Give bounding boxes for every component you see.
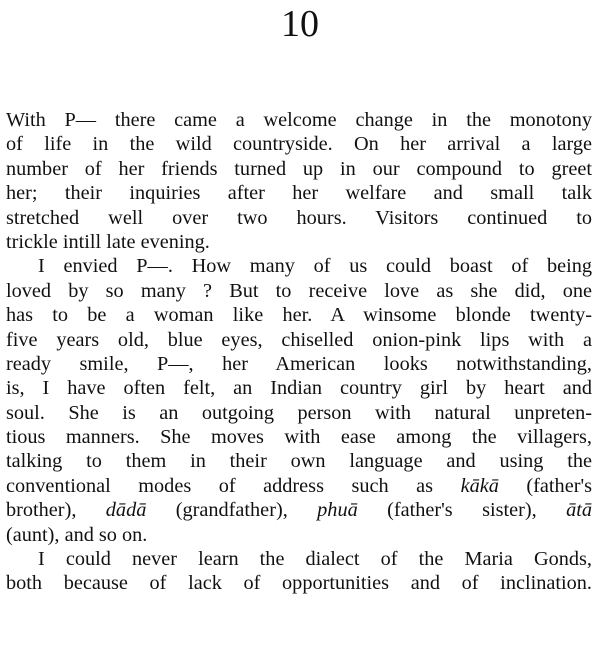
text-segment: conventional modes of address such as [6, 474, 461, 497]
text-line: is, I have often felt, an Indian country girl by heart and [6, 377, 592, 400]
text-line: With P— there came a welcome change in the monotony [6, 109, 592, 131]
text-line: tious manners. She moves with ease among the villagers, [6, 426, 592, 449]
italic-term: ātā [566, 499, 592, 522]
text-segment: brother), [6, 499, 106, 522]
text-segment: (grandfather), [146, 499, 318, 522]
text-line: soul. She is an outgoing person with natural unpreten- [6, 401, 592, 424]
text-line: stretched well over two hours. Visitors continued to [6, 206, 592, 229]
text-line [6, 498, 592, 522]
text-line: I could never learn the dialect of the Maria Gonds, [38, 548, 592, 571]
text-line: ready smile, P—, her American looks notwithstanding, [6, 352, 592, 375]
chapter-number: 10 [281, 3, 319, 45]
text-line: trickle intill late evening. [6, 230, 210, 253]
text-line: talking to them in their own language and using the [6, 450, 592, 473]
text-line: I envied P—. How many of us could boast of being [38, 255, 592, 278]
italic-term: kākā [460, 474, 499, 497]
text-line: of life in the wild countryside. On her arrival a large [6, 133, 592, 156]
text-line: both because of lack of opportunities and of inclination. [6, 572, 592, 595]
text-line: number of her friends turned up in our compound to greet [6, 157, 592, 180]
text-line [6, 474, 592, 498]
text-line: loved by so many ? But to receive love as she did, one [6, 279, 592, 302]
text-segment: (father's [498, 474, 592, 497]
text-line: has to be a woman like her. A winsome blonde twenty- [6, 304, 592, 327]
text-line: her; their inquiries after her welfare and small talk [6, 182, 592, 205]
italic-term: dādā [105, 499, 147, 522]
body-text [6, 108, 592, 596]
text-line: five years old, blue eyes, chiselled onion-pink lips with a [6, 328, 592, 351]
text-segment: (father's sister), [357, 499, 567, 522]
text-line: (aunt), and so on. [6, 523, 148, 546]
italic-term: phuā [317, 499, 358, 522]
